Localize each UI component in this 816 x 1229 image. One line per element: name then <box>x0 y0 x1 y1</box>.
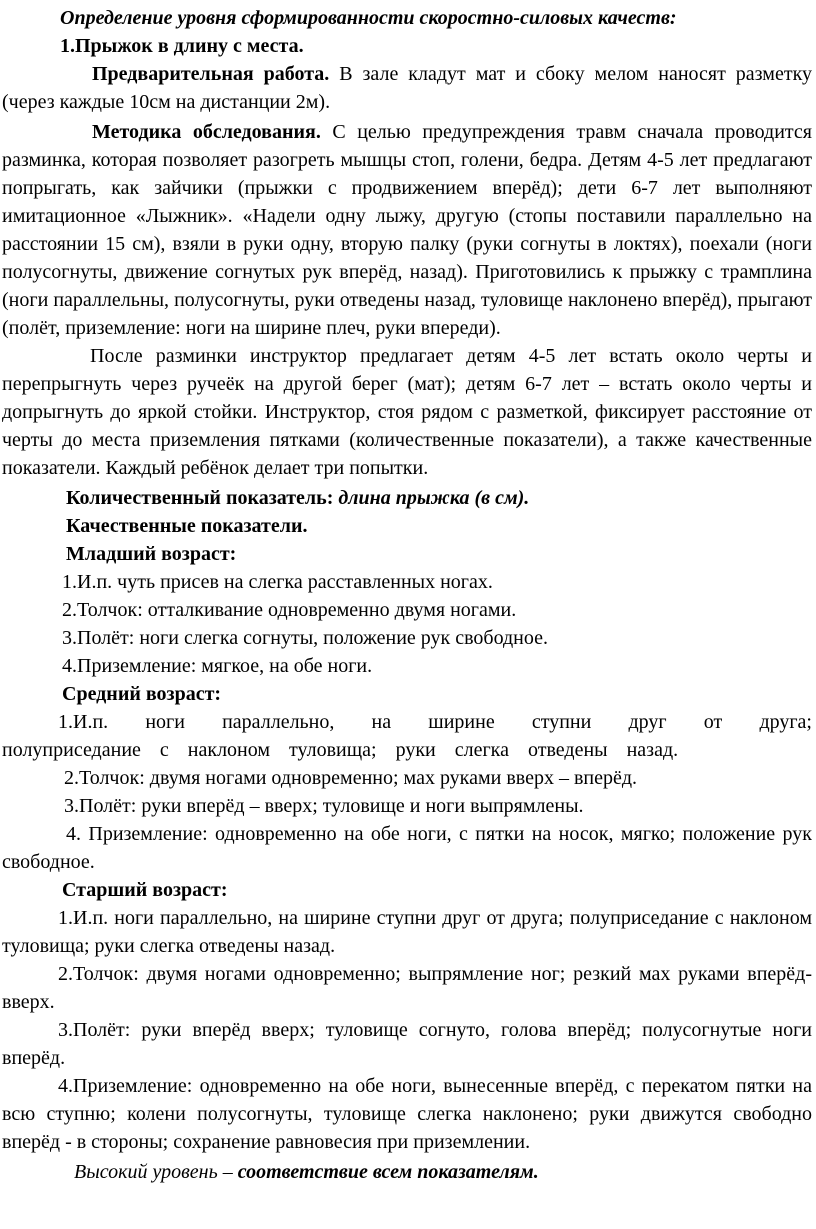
middle-item-text: 1.И.п. ноги параллельно, на ширине ступни друг от друга; полуприседание с наклоном туловища; руки слегка отведены назад. <box>2 711 812 761</box>
junior-item: 2.Толчок: отталкивание одновременно двумя ногами. <box>62 599 517 621</box>
junior-item: 3.Полёт: ноги слегка согнуты, положение рук свободное. <box>62 627 549 649</box>
middle-item: 4. Приземление: одновременно на обе ноги, с пятки на носок, мягко; положение рук свободное. <box>2 823 812 873</box>
quantitative-value: длина прыжка (в см). <box>338 487 530 509</box>
quantitative-label: Количественный показатель: <box>66 487 339 509</box>
senior-item: 1.И.п. ноги параллельно, на ширине ступни друг от друга; полуприседание с наклоном туловища; руки слегка отведены назад. <box>2 907 812 957</box>
senior-item: 3.Полёт: руки вперёд вверх; туловище согнуто, голова вперёд; полусогнутые ноги вперёд. <box>2 1019 812 1069</box>
prep-label: Предварительная работа. <box>92 63 330 85</box>
qualitative-heading: Качественные показатели. <box>66 515 308 537</box>
after-warmup-paragraph: После разминки инструктор предлагает детям 4-5 лет встать около черты и перепрыгнуть через ручеёк на другой берег (мат); детям 6-7 лет – встать около черты и допрыгнуть до яркой стойки. Инструктор, стоя рядом с разметкой, фиксирует расстояние от черты до места приземления пятками (количественные показатели), а также качественные показатели. Каждый ребёнок делает три попытки. <box>2 345 812 479</box>
senior-heading: Старший возраст: <box>62 879 228 901</box>
section-subtitle: 1.Прыжок в длину с места. <box>60 35 304 57</box>
middle-item: 2.Толчок: двумя ногами одновременно; мах руками вверх – вперёд. <box>64 767 638 789</box>
senior-item: 2.Толчок: двумя ногами одновременно; выпрямление ног; резкий мах руками вперёд-вверх. <box>2 963 812 1013</box>
prep-text: В зале кладут мат и сбоку мелом наносят разметку (через каждые 10см на дистанции 2м). <box>2 63 813 113</box>
high-level-value: соответствие всем показателям. <box>237 1161 539 1183</box>
middle-item: 3.Полёт: руки вперёд – вверх; туловище и ноги выпрямлены. <box>64 795 584 817</box>
page-title: Определение уровня сформированности скоростно-силовых качеств: <box>60 7 677 29</box>
middle-item <box>2 708 812 764</box>
high-level-line <box>2 1158 812 1186</box>
middle-heading: Средний возраст: <box>62 683 222 705</box>
quantitative-line <box>2 484 812 512</box>
method-paragraph <box>2 118 812 342</box>
senior-item: 4.Приземление: одновременно на обе ноги, вынесенные вперёд, с перекатом пятки на всю ступню; колени полусогнуты, туловище слегка наклонено; руки движутся свободно вперёд - в стороны; сохранение равновесия при приземлении. <box>2 1075 812 1153</box>
junior-item: 4.Приземление: мягкое, на обе ноги. <box>62 655 373 677</box>
prep-paragraph <box>2 60 812 116</box>
junior-heading: Младший возраст: <box>66 543 237 565</box>
high-level-label: Высокий уровень – <box>74 1161 238 1183</box>
method-label: Методика обследования. <box>92 121 321 143</box>
junior-item: 1.И.п. чуть присев на слегка расставленных ногах. <box>62 571 493 593</box>
method-text: С целью предупреждения травм сначала проводится разминка, которая позволяет разогреть мышцы стоп, голени, бедра. Детям 4-5 лет предлагают попрыгать, как зайчики (прыжки с продвижением вперёд); дети 6-7 лет выполняют имитационное «Лыжник». «Надели одну лыжу, другую (стопы поставили параллельно на расстоянии 15 см), взяли в руки одну, вторую палку (руки согнуты в локтях), поехали (ноги полусогнуты, движение согнутых рук вперёд, назад). Приготовились к прыжку с трамплина (ноги параллельны, полусогнуты, руки отведены назад, туловище наклонено вперёд), прыгают (полёт, приземление: ноги на ширине плеч, руки впереди). <box>2 121 812 339</box>
